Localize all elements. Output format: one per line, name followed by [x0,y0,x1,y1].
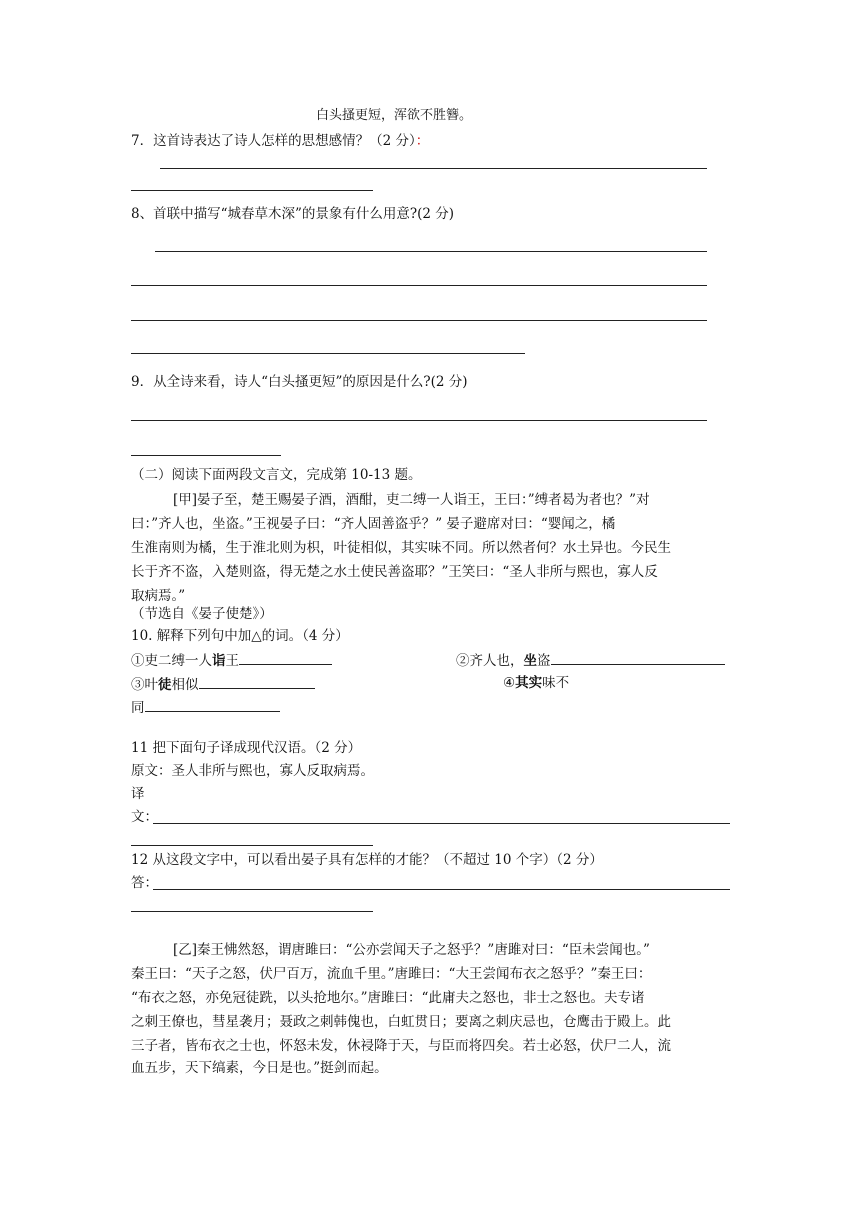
answer-line [131,420,707,421]
q10-keyword: 徒 [158,677,172,693]
passage-jia-source: （节选自《晏子使楚》） [131,606,273,622]
q10-item-4-cont [131,698,280,716]
question-7 [131,133,429,149]
passage-jia-line: 取病焉。” [131,588,186,604]
q10-item-text: ①吏二缚一人 [131,653,212,669]
answer-line [131,911,373,912]
passage-yi-line: “布衣之怒，亦免冠徒跣，以头抢地尔。”唐雎曰：“此庸夫之怒也，非士之怒也。夫专诸 [131,990,645,1006]
answer-line [131,190,373,191]
passage-yi-line: [乙]秦王怫然怒，谓唐雎曰：“公亦尝闻天子之怒乎？”唐雎对曰：“臣未尝闻也。” [173,942,650,958]
q10-item-text: ②齐人也， [456,653,524,669]
poem-last-line: 白头搔更短，浑欲不胜簪。 [316,108,473,123]
passage-jia-line: [甲]晏子至，楚王赐晏子酒，酒酣，吏二缚一人诣王，王曰：”缚者曷为者也？”对 [173,492,650,508]
question-10: 10. 解释下列句中加△的词。（4 分） [131,628,349,644]
answer-blank[interactable] [145,698,280,712]
answer-line [131,455,281,456]
answer-line [131,285,707,286]
q10-item-3 [131,675,315,693]
q11-label-b: 文： [131,809,158,825]
q10-item-text: 同 [131,700,145,716]
question-7-mark: ： [415,133,430,149]
q10-item-text: ③叶 [131,677,158,693]
q10-keyword: 其实 [515,675,543,691]
answer-line[interactable] [153,889,730,890]
section-2-heading: （二）阅读下面两段文言文，完成第 10-13 题。 [131,467,422,483]
answer-blank[interactable] [199,675,315,689]
question-12: 12 从这段文字中，可以看出晏子具有怎样的才能？（不超过 10 个字）（2 分） [131,852,603,868]
answer-blank[interactable] [239,651,332,665]
passage-yi-line: 血五步，天下缟素，今日是也。”挺剑而起。 [131,1060,388,1076]
q10-keyword: 坐 [523,653,537,669]
q10-item-text: 味不 [542,675,570,691]
question-7-text: 7．这首诗表达了诗人怎样的思想感情？（2 分） [131,133,416,149]
passage-jia-line: 生淮南则为橘，生于淮北则为枳，叶徒相似，其实味不同。所以然者何？水土异也。今民生 [131,540,671,556]
answer-line [131,320,707,321]
answer-blank[interactable] [551,651,725,665]
q10-item-text: 王 [225,653,239,669]
answer-line[interactable] [153,823,730,824]
answer-line [155,251,707,252]
question-8: 8、首联中描写“城春草木深”的景象有什么用意?(2 分) [131,206,455,222]
q10-keyword: 诣 [212,653,226,669]
question-9: 9．从全诗来看，诗人“白头搔更短”的原因是什么?(2 分) [131,374,468,390]
q12-answer-label: 答： [131,875,158,891]
passage-jia-line: 长于齐不盗，入楚则盗，得无楚之水土使民善盗耶？”王笑曰：“圣人非所与熙也，寡人反 [131,564,658,580]
q10-item-text: 相似 [171,677,199,693]
passage-jia-line: 曰：”齐人也，坐盗。”王视晏子曰：“齐人固善盗乎？” 晏子避席对曰：“婴闻之，橘 [131,516,616,532]
passage-yi-line: 之刺王僚也，彗星袭月；聂政之刺韩傀也，白虹贯日；要离之刺庆忌也，仓鹰击于殿上。此 [131,1014,671,1030]
q10-item-4 [503,675,569,691]
q10-item-text: ④ [503,675,516,691]
passage-yi-line: 三子者，皆布衣之士也，怀怒未发，休祲降于天，与臣而将四矣。若士必怒，伏尸二人，流 [131,1038,671,1054]
q10-item-1 [131,651,332,669]
q11-original: 原文：圣人非所与熙也，寡人反取病焉。 [131,763,374,779]
q10-item-text: 盗 [537,653,551,669]
answer-line [131,353,525,354]
answer-line [131,845,373,846]
answer-line [160,168,707,169]
q10-item-2 [456,651,725,669]
q11-label-a: 译 [131,786,145,802]
passage-yi-line: 秦王曰：“天子之怒，伏尸百万，流血千里。”唐雎曰：“大王尝闻布衣之怒乎？”秦王曰： [131,966,652,982]
question-11: 11 把下面句子译成现代汉语。（2 分） [131,740,362,756]
